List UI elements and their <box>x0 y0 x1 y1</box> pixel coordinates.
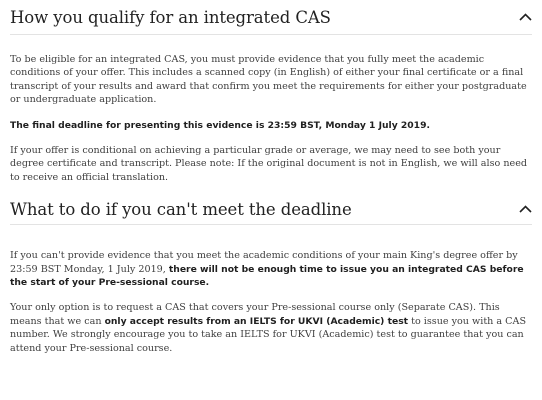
accordion-body-deadline <box>0 225 542 355</box>
accordion-header-qualify[interactable] <box>0 0 542 34</box>
accordion-header-deadline[interactable] <box>0 194 542 224</box>
accordion-body-qualify <box>0 35 542 184</box>
section-title: How you qualify for an integrated CAS <box>10 7 331 27</box>
chevron-up-icon[interactable] <box>518 10 532 24</box>
separate-cas-text-end: to issue you with a CAS number. We strongly encourage you to take an IELTS for UKVI (Academic) test to guarantee that you can attend your Pre-sessional course. <box>10 315 527 354</box>
eligibility-paragraph: To be eligible for an integrated CAS, you must provide evidence that you fully meet the academic conditions of your offer. This includes a scanned copy (in English) of either your final certificate or a final transcript of your results and award that confirm you meet the requirements for either your postgraduate or undergraduate application. <box>10 54 527 106</box>
evidence-text: If you can't provide evidence that you meet the academic conditions of your main King's degree offer by 23:59 BST Monday, 1 July 2019, <box>10 250 518 275</box>
accordion-section-deadline <box>0 194 542 355</box>
deadline-statement: The final deadline for presenting this evidence is 23:59 BST, Monday 1 July 2019. <box>10 119 430 131</box>
chevron-up-icon[interactable] <box>518 202 532 216</box>
section-title: What to do if you can't meet the deadline <box>10 199 352 219</box>
separate-cas-paragraph <box>10 301 532 355</box>
translation-paragraph: If your offer is conditional on achieving a particular grade or average, we may need to see both your degree certificate and transcript. Please note: If the original document is not in English, we will also need to receive an official translation. <box>10 145 528 183</box>
ielts-bold-text: only accept results from an IELTS for UKVI (Academic) test <box>104 315 409 327</box>
evidence-bold-text: there will not be enough time to issue you an integrated CAS before the start of your Pre-sessional course. <box>10 263 524 289</box>
separate-cas-text-start: Your only option is to request a CAS that covers your Pre-sessional course only (Separate CAS). This means that we can <box>10 302 500 327</box>
accordion-section-qualify <box>0 0 542 184</box>
evidence-paragraph <box>10 249 532 289</box>
